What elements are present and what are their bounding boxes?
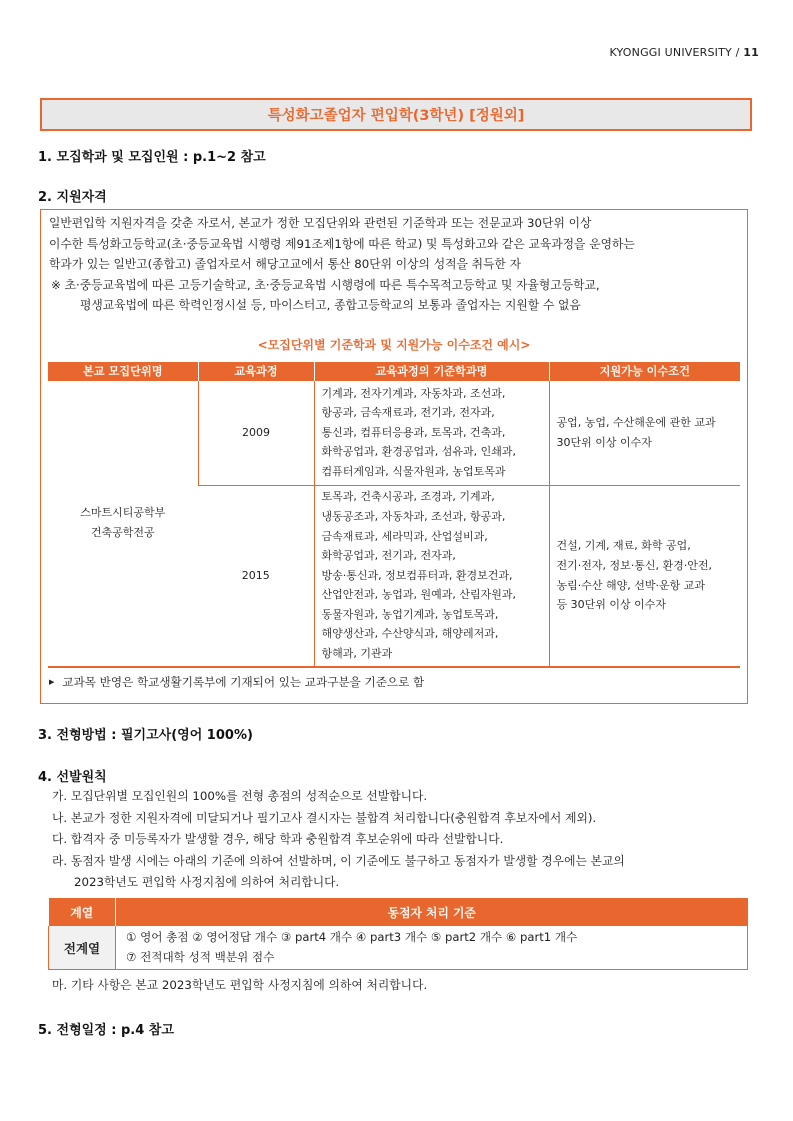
table-row xyxy=(49,926,748,970)
example-title: <모집단위별 기준학과 및 지원가능 이수조건 예시> xyxy=(257,337,531,352)
footnote xyxy=(41,668,747,690)
table-header-row xyxy=(48,362,740,381)
criteria-line: ① 영어 총점 ② 영어정답 개수 ③ part4 개수 ④ part3 개수 ⑤ part2 개수 ⑥ part1 개수 xyxy=(126,930,578,944)
header-org: KYONGGI UNIVERSITY xyxy=(609,46,732,59)
page-header xyxy=(609,46,759,59)
footnote-text: 교과목 반영은 학교생활기록부에 기재되어 있는 교과구분을 기준으로 함 xyxy=(62,674,425,689)
curriculum-cell: 2009 xyxy=(198,381,314,486)
condition-line: 농림·수산 해양, 선박·운항 교과 xyxy=(556,578,705,592)
dept-cell xyxy=(314,485,549,666)
column-header: 교육과정 xyxy=(198,362,314,381)
dept-cell xyxy=(314,381,549,486)
principle-item: 나. 본교가 정한 지원자격에 미달되거나 필기고사 결시자는 불합격 처리합니다(충원합격 후보자에서 제외). xyxy=(52,810,597,825)
qualification-line: 일반편입학 지원자격을 갖춘 자로서, 본교가 정한 모집단위와 관련된 기준학과 또는 전문교과 30단위 이상 xyxy=(49,216,592,230)
curriculum-cell: 2015 xyxy=(241,568,270,582)
table-row xyxy=(48,381,740,486)
page-title: 특성화고졸업자 편입학(3학년) [정원외] xyxy=(40,98,752,131)
dept-line: 해양생산과, 수산양식과, 해양레저과, xyxy=(321,627,499,641)
section-2-heading: 2. 지원자격 xyxy=(38,190,107,205)
dept-line: 통신과, 컴퓨터응용과, 토목과, 건축과, xyxy=(321,425,506,439)
criteria-table xyxy=(48,362,740,666)
qualification-line: 학과가 있는 일반고(종합고) 졸업자로서 해당고교에서 통산 80단위 이상의 성적을 취득한 자 xyxy=(49,257,521,271)
column-header: 본교 모집단위명 xyxy=(48,362,198,381)
dept-line: 기계과, 전자기계과, 자동차과, 조선과, xyxy=(321,386,506,400)
dept-line: 산업안전과, 농업과, 원예과, 산림자원과, xyxy=(321,588,516,602)
principle-item: 라. 동점자 발생 시에는 아래의 기준에 의하여 선발하며, 이 기준에도 불구하고 동점자가 발생할 경우에는 본교의 xyxy=(52,853,625,868)
page-number: 11 xyxy=(743,46,759,59)
section-4-heading: 4. 선발원칙 xyxy=(38,770,107,785)
qualification-note: ※ 초·중등교육법에 따른 고등기술학교, 초·중등교육법 시행령에 따른 특수목적고등학교 및 자율형고등학교, xyxy=(51,277,600,292)
unit-name: 스마트시티공학부 xyxy=(80,506,166,520)
dept-line: 화학공업과, 전기과, 전자과, xyxy=(321,549,456,563)
table-header-row xyxy=(49,898,748,926)
tiebreak-table xyxy=(48,898,748,970)
condition-line: 30단위 이상 이수자 xyxy=(556,435,652,449)
unit-major: 건축공학전공 xyxy=(90,526,155,539)
condition-cell xyxy=(549,381,740,486)
dept-line: 방송·통신과, 정보컴퓨터과, 환경보건과, xyxy=(321,568,513,582)
condition-line: 공업, 농업, 수산해운에 관한 교과 xyxy=(556,415,716,429)
dept-line: 동물자원과, 농업기계과, 농업토목과, xyxy=(321,607,499,621)
section-1-heading: 1. 모집학과 및 모집인원 : p.1~2 참고 xyxy=(38,150,266,165)
dept-line: 금속재료과, 세라믹과, 산업설비과, xyxy=(321,529,488,543)
principle-item: 다. 합격자 중 미등록자가 발생할 경우, 해당 학과 충원합격 후보순위에 따라 선발합니다. xyxy=(52,832,504,846)
section-3-heading: 3. 전형방법 : 필기고사(영어 100%) xyxy=(38,728,253,743)
condition-line: 등 30단위 이상 이수자 xyxy=(556,598,666,612)
qualification-note: 평생교육법에 따른 학력인정시설 등, 마이스터고, 종합고등학교의 보통과 졸업자는 지원할 수 없음 xyxy=(80,298,581,312)
dept-line: 컴퓨터게임과, 식물자원과, 농업토목과 xyxy=(321,464,506,478)
qualification-line: 이수한 특성화고등학교(초·중등교육법 시행령 제91조제1항에 따른 학교) 및 특성화고와 같은 교육과정을 운영하는 xyxy=(49,236,635,251)
condition-cell xyxy=(549,485,740,666)
dept-line: 항공과, 금속재료과, 전기과, 전자과, xyxy=(321,406,495,420)
triangle-bullet-icon: ▶ xyxy=(49,677,55,686)
dept-line: 항해과, 기관과 xyxy=(321,647,393,661)
column-header: 계열 xyxy=(49,898,116,926)
principle-item: 마. 기타 사항은 본교 2023학년도 편입학 사정지침에 의하여 처리합니다. xyxy=(52,978,428,992)
condition-line: 전기·전자, 정보·통신, 환경·안전, xyxy=(556,558,712,572)
qualification-box xyxy=(40,209,748,704)
criteria-cell xyxy=(116,926,748,970)
category-cell: 전계열 xyxy=(49,926,116,970)
column-header: 교육과정의 기준학과명 xyxy=(314,362,549,381)
unit-cell xyxy=(48,381,198,666)
dept-line: 토목과, 건축시공과, 조경과, 기계과, xyxy=(321,490,495,504)
section-5-heading: 5. 전형일정 : p.4 참고 xyxy=(38,1023,174,1038)
principle-item: 가. 모집단위별 모집인원의 100%를 전형 총점의 성적순으로 선발합니다. xyxy=(52,789,428,803)
principle-item-continued: 2023학년도 편입학 사정지침에 의하여 처리합니다. xyxy=(74,875,340,889)
qualification-text xyxy=(41,210,747,316)
dept-line: 냉동공조과, 자동차과, 조선과, 항공과, xyxy=(321,509,506,523)
column-header: 지원가능 이수조건 xyxy=(549,362,740,381)
dept-line: 화학공업과, 환경공업과, 섬유과, 인쇄과, xyxy=(321,445,516,459)
criteria-line: ⑦ 전적대학 성적 백분위 점수 xyxy=(126,949,275,964)
principles-list xyxy=(52,786,625,894)
column-header: 동점자 처리 기준 xyxy=(116,898,748,926)
header-sep: / xyxy=(735,46,740,59)
condition-line: 건설, 기계, 재료, 화학 공업, xyxy=(556,539,691,553)
